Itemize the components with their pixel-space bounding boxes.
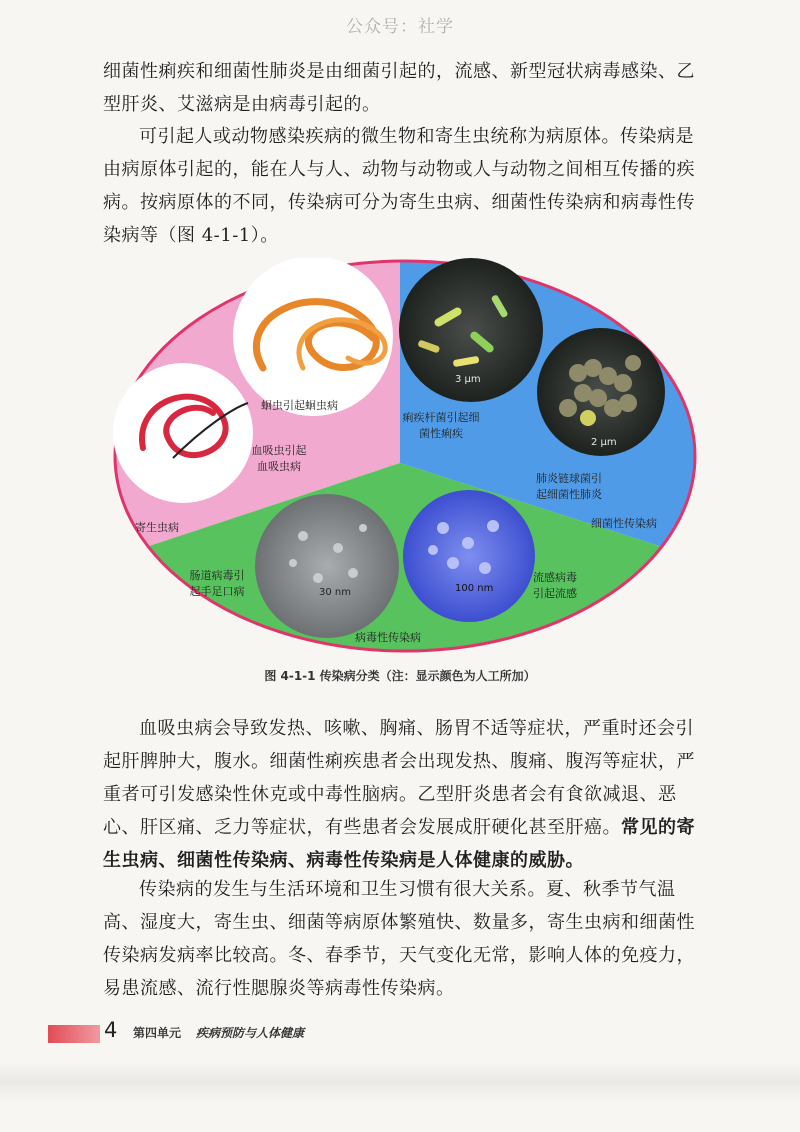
schistosome-image [113,363,253,503]
figure-caption: 图 4-1-1 传染病分类（注：显示颜色为人工所加） [264,669,536,683]
paragraph-3-normal: 血吸虫病会导致发热、咳嗽、胸痛、肠胃不适等症状，严重时还会引起肝脾肿大，腹水。细菌性痢疾患者会出现发热、腹痛、腹泻等症状，严重者可引发感染性休克或中毒性脑病。乙型肝炎患者会有食欲减退、恶心、肝区痛、乏力等症状，有些患者会发展成肝硬化甚至肝癌。 [103,718,695,838]
label-schistosome: 血吸虫引起血吸虫病 [251,444,307,473]
paragraph-1 [103,55,703,121]
page-number: 4 [104,1018,118,1042]
label-bacteria-category: 细菌性传染病 [591,517,657,530]
disease-classification-figure [113,258,697,654]
paragraph-3-text [103,712,703,877]
footer-title: 疾病预防与人体健康 [196,1026,305,1040]
footer-color-bar [48,1025,100,1043]
shigella-scale: 3 μm [455,374,481,385]
scan-smudge [0,1062,800,1102]
paragraph-2 [103,120,703,252]
label-pneumococcus: 肺炎链球菌引起细菌性肺炎 [536,472,602,501]
paragraph-4-text: 传染病的发生与生活环境和卫生习惯有很大关系。夏、秋季节气温高、湿度大，寄生虫、细菌等病原体繁殖快、数量多，寄生虫病和细菌性传染病发病率比较高。冬、春季节，天气变化无常，影响人体的免疫力，易患流感、流行性腮腺炎等病毒性传染病。 [103,879,695,999]
paragraph-1-text: 细菌性痢疾和细菌性肺炎是由细菌引起的，流感、新型冠状病毒感染、乙型肝炎、艾滋病是由病毒引起的。 [103,61,695,115]
label-shigella: 痢疾杆菌引起细菌性痢疾 [402,411,480,440]
paragraph-3 [103,712,703,877]
flu-scale: 100 nm [455,583,494,594]
footer-unit: 第四单元 [133,1026,182,1040]
pneumococcus-scale: 2 μm [591,437,617,448]
watermark: 公众号：社学 [346,17,454,37]
flu-virus-image [403,490,535,622]
paragraph-3-emphasis: 常见的寄生虫病、细菌性传染病、病毒性传染病是人体健康的威胁。 [103,817,695,871]
label-roundworm: 蛔虫引起蛔虫病 [261,399,338,412]
label-flu: 流感病毒引起流感 [533,571,577,600]
label-virus-category: 病毒性传染病 [355,631,421,644]
label-parasite-category: 寄生虫病 [135,521,179,534]
paragraph-4 [103,873,703,1005]
enterovirus-scale: 30 nm [319,587,351,598]
paragraph-2-text: 可引起人或动物感染疾病的微生物和寄生虫统称为病原体。传染病是由病原体引起的，能在人与人、动物与动物或人与动物之间相互传播的疾病。按病原体的不同，传染病可分为寄生虫病、细菌性传染病和病毒性传染病等（图 4-1-1）。 [103,126,695,246]
label-enterovirus: 肠道病毒引起手足口病 [189,569,245,598]
enterovirus-image [255,494,399,638]
